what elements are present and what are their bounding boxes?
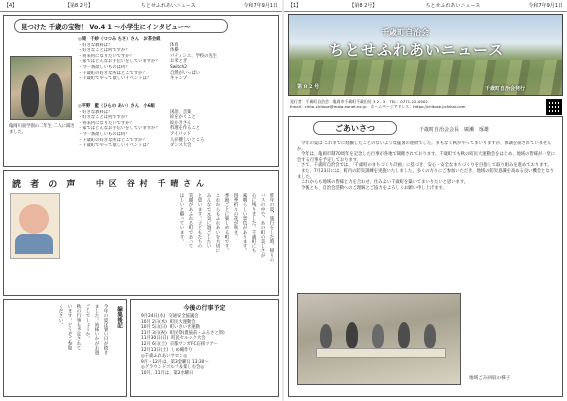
qa-question: ・家ではどんなお手伝いをしていますか？ xyxy=(78,126,160,132)
left-page xyxy=(0,0,282,401)
vertical-text-column: 心に残りました。千歳町にも xyxy=(251,193,256,253)
interview-person-2 xyxy=(78,104,276,149)
editor-note-section xyxy=(3,299,127,397)
qa-answer: ダンス大会 xyxy=(170,143,192,149)
event-name: 交通安全協議会 xyxy=(168,314,199,319)
meeting-table xyxy=(316,348,446,358)
greeting-title: ごあいさつ xyxy=(313,121,397,135)
qa-question: ・千歳町の好きな所はどこですか？ xyxy=(78,70,147,76)
cleanup-photo xyxy=(297,293,461,385)
event-name: しめ縄作り xyxy=(171,347,193,353)
imprint-line: Email：chito-chitose@maia.eonet.ne.jp ホームページアドレス：https://chitose-jichikai.com xyxy=(290,104,466,110)
masthead xyxy=(288,14,563,96)
event-name: 町民大運動会 xyxy=(169,319,196,325)
qa-answer: 体育 xyxy=(170,42,179,48)
greeting-paragraph: 今年の夏は これまでに経験したことのないような猛暑の連続でした。まもなく秋がやってまいりますが、体調を崩されていませんか。 xyxy=(297,141,552,152)
attendee-figure xyxy=(372,324,384,348)
events-list xyxy=(131,312,278,353)
greeting-section xyxy=(288,116,563,397)
interview-section xyxy=(3,15,279,167)
editor-note-text xyxy=(8,304,108,394)
event-name: 町いきいき運動 xyxy=(169,325,200,331)
attendee-figure xyxy=(398,322,410,348)
event-date: 11月 3日(祝) xyxy=(141,330,167,336)
vertical-text-column: これからもふれあいを大切に xyxy=(215,193,220,253)
vertical-text-column: 四季折々の花が咲き、 xyxy=(233,193,238,239)
event-date: 9月24日(水) xyxy=(141,314,166,319)
qa-question: ・千歳町でやって欲しいイベントは？ xyxy=(78,143,152,149)
qa-answer: Switch2 xyxy=(170,64,187,70)
qa-answer: アイパッド xyxy=(170,131,192,137)
event-note: ◎グラウンドゴルフ＆楽しむ会◎ xyxy=(141,365,205,371)
qa-question: ・今一番欲しいものは何？ xyxy=(78,64,130,70)
qa-question: ・将来何になりたいですか？ xyxy=(78,120,134,126)
event-date: 11月30日(日) xyxy=(141,336,169,342)
qa-answer: 人が優しいところ xyxy=(170,137,205,143)
qa-answer: お米とぎ xyxy=(170,59,188,65)
qa-question: ・好きなことは何ですか？ xyxy=(78,48,130,54)
vertical-text-column: ほしいと願っています。 xyxy=(179,193,184,244)
reader-illustration xyxy=(10,193,60,259)
vertical-text-column: 秋の行事も予定されて xyxy=(76,304,81,350)
qa-answer: 自然がいっぱい xyxy=(170,70,201,76)
vertical-text-column: バスの中で、あの町の美しさが xyxy=(260,193,265,258)
qr-code-icon xyxy=(546,99,562,115)
reader-voice-title: 読 者 の 声 xyxy=(12,180,79,190)
qa-question: ・将来何になりたいですか？ xyxy=(78,53,134,59)
events-section xyxy=(130,299,279,397)
vertical-text-column: 素晴らしい景色があります。 xyxy=(242,193,247,253)
event-date: 10月 5日(日) xyxy=(141,325,167,331)
right-page xyxy=(284,0,567,401)
vertical-text-column: 季節ごとに楽しめる町です。 xyxy=(224,193,229,253)
issue-volume: 第 8 2 号 xyxy=(297,84,320,90)
reader-voice-section xyxy=(3,170,279,296)
left-page-header xyxy=(0,0,282,12)
editor-note-label: 編集後記 xyxy=(116,306,122,328)
vertical-text-column: みんなで元気に過ごしたい xyxy=(206,193,211,249)
event-note: 9月・12月は、第3金曜日 13:30〜 xyxy=(141,359,209,365)
issue-number: 【第8 2号】 xyxy=(349,3,378,9)
issue-number: 【第8 2号】 xyxy=(65,3,93,9)
page-number: 【1】 xyxy=(288,3,302,9)
student-figure xyxy=(45,73,63,117)
attendee-figure xyxy=(320,324,332,348)
vertical-text-column: います。どうぞご参加 xyxy=(67,304,72,350)
event-date: 10月 2日(木) xyxy=(141,319,167,325)
greeting-paragraph: これからも地域の皆様と力を合わせ、住みよい千歳町を築いてまいりたいと思います。 xyxy=(301,180,469,186)
imprint-line: 発行者：千歳町自治会 亀岡市千歳町千歳田尻 3 2 - 5 TEL：0771-22-0902 xyxy=(290,99,428,104)
qa-question: ・家ではどんなお手伝いをしていますか？ xyxy=(78,59,160,65)
attendee-figure xyxy=(424,324,436,348)
interviewee-name: ◎堤 千紗（つつみ ちさ）さん お茶会組 xyxy=(78,37,161,42)
interviewee-name: ◎平野 藍（ひらの あい）さん 小6組 xyxy=(78,104,155,109)
event-note: ◎千歳ふれあいサロン◎ xyxy=(141,354,188,360)
issue-date: 令和7年9月1日 xyxy=(528,3,563,9)
qa-question: ・千歳町でやって欲しいイベントは？ xyxy=(78,76,152,82)
page-number: 【4】 xyxy=(4,3,18,9)
greeting-paragraph: また、7月23日には、町内の防災訓練を実施いたしました。多くの方々にご参加いただき、地域の防災意識を高める良い機会となりました。 xyxy=(297,168,554,180)
qa-answer: 絵かきさん xyxy=(170,120,192,126)
event-note: 10月、11月は、第2水曜日 xyxy=(141,370,194,376)
vertical-text-column: 今年の夏は暑い日が続き xyxy=(103,304,108,355)
event-name: 京都サンガFC応援ツアー xyxy=(169,341,218,347)
event-date: 12月13日(土) xyxy=(141,347,169,353)
student-figure xyxy=(21,75,39,117)
qa-row xyxy=(78,76,276,82)
photo-caption: 地域ごみ回収の様子 xyxy=(469,376,511,381)
paper-name: ちとせふれあいニュース xyxy=(140,3,196,9)
events-title: 今後の行事予定 xyxy=(183,305,226,312)
qa-answer: パティシエ、学校の先生 xyxy=(170,53,218,59)
qa-question: ・好きな教科は？ xyxy=(78,109,113,115)
interview-title: 見つけた 千歳の宝物！ Vo.4 1 〜小学生にインタビュー〜 xyxy=(14,19,228,33)
qa-question: ・千歳町の好きな所はどこですか？ xyxy=(78,137,147,143)
students-photo xyxy=(10,56,72,120)
qa-answer: 絵をかくこと xyxy=(170,115,196,121)
greeting-paragraph: さて、千歳町自治会では、「千歳町のまちづくり計画」に基づき、安心・安全なまちづくりを目指して取り組みを進めております。 xyxy=(301,163,552,169)
vertical-text-column: ください。 xyxy=(58,304,63,327)
attendee-figure xyxy=(346,322,358,348)
masthead-title: ちとせふれあいニュース xyxy=(329,41,505,59)
interview-person-1 xyxy=(78,37,276,82)
qa-row xyxy=(78,143,276,149)
event-name: 町民祭(農協前・ふるさと祭) xyxy=(169,330,225,336)
event-date: 12月 6日(土) xyxy=(141,341,167,347)
greeting-author: 千歳町自治会会長 廣瀬 琢雄 xyxy=(419,127,490,133)
issue-date: 令和7年9月1日 xyxy=(243,3,278,9)
greeting-body xyxy=(297,141,556,291)
vertical-text-column: 笑顔があふれる町であって xyxy=(188,193,193,249)
vertical-text-column: ました。皆様いかがお過 xyxy=(94,304,99,355)
reader-author: 中 区 谷 村 千 晴 さ ん xyxy=(96,178,205,188)
qa-question: ・好きなことは何ですか？ xyxy=(78,115,130,121)
qa-answer: 体操 xyxy=(170,48,179,54)
events-notes xyxy=(131,353,278,376)
photo-caption: 亀岡川東学園の二年生 二人に聞きました。 xyxy=(9,124,75,135)
paper-name: ちとせふれあいニュース xyxy=(425,3,481,9)
qa-question: ・今一番欲しいものは何？ xyxy=(78,131,130,137)
event-name: 町民セルック大会 xyxy=(171,336,206,342)
greeting-paragraph: 今後とも、自治会活動へのご理解とご協力をよろしくお願い申し上げます。 xyxy=(301,185,447,191)
imprint xyxy=(290,99,530,110)
qa-answer: 料理を作ること xyxy=(170,126,201,132)
qa-answer: キャンプ xyxy=(170,76,188,82)
right-page-header xyxy=(284,0,567,12)
reader-text xyxy=(64,193,274,293)
vertical-text-column: と思います。子どもたちの xyxy=(197,193,202,249)
publisher: 千歳町自治会発行 xyxy=(485,86,526,92)
qa-question: ・好きな教科は？ xyxy=(78,42,113,48)
vertical-text-column: 昨年の夏、旅行をした時、帰りの xyxy=(269,193,274,262)
qa-answer: 国語、音楽 xyxy=(170,109,192,115)
org-name: 千歳町自治会 xyxy=(381,27,429,37)
vertical-text-column: ごしでしょうか。 xyxy=(85,304,90,341)
greeting-paragraph: 今年は、亀岡市制70周年を記念した行事が各地で開催されております。千歳町でも秋の町民大運動会をはじめ、地域の皆様が一堂に会する行事を予定しております。 xyxy=(297,152,556,163)
